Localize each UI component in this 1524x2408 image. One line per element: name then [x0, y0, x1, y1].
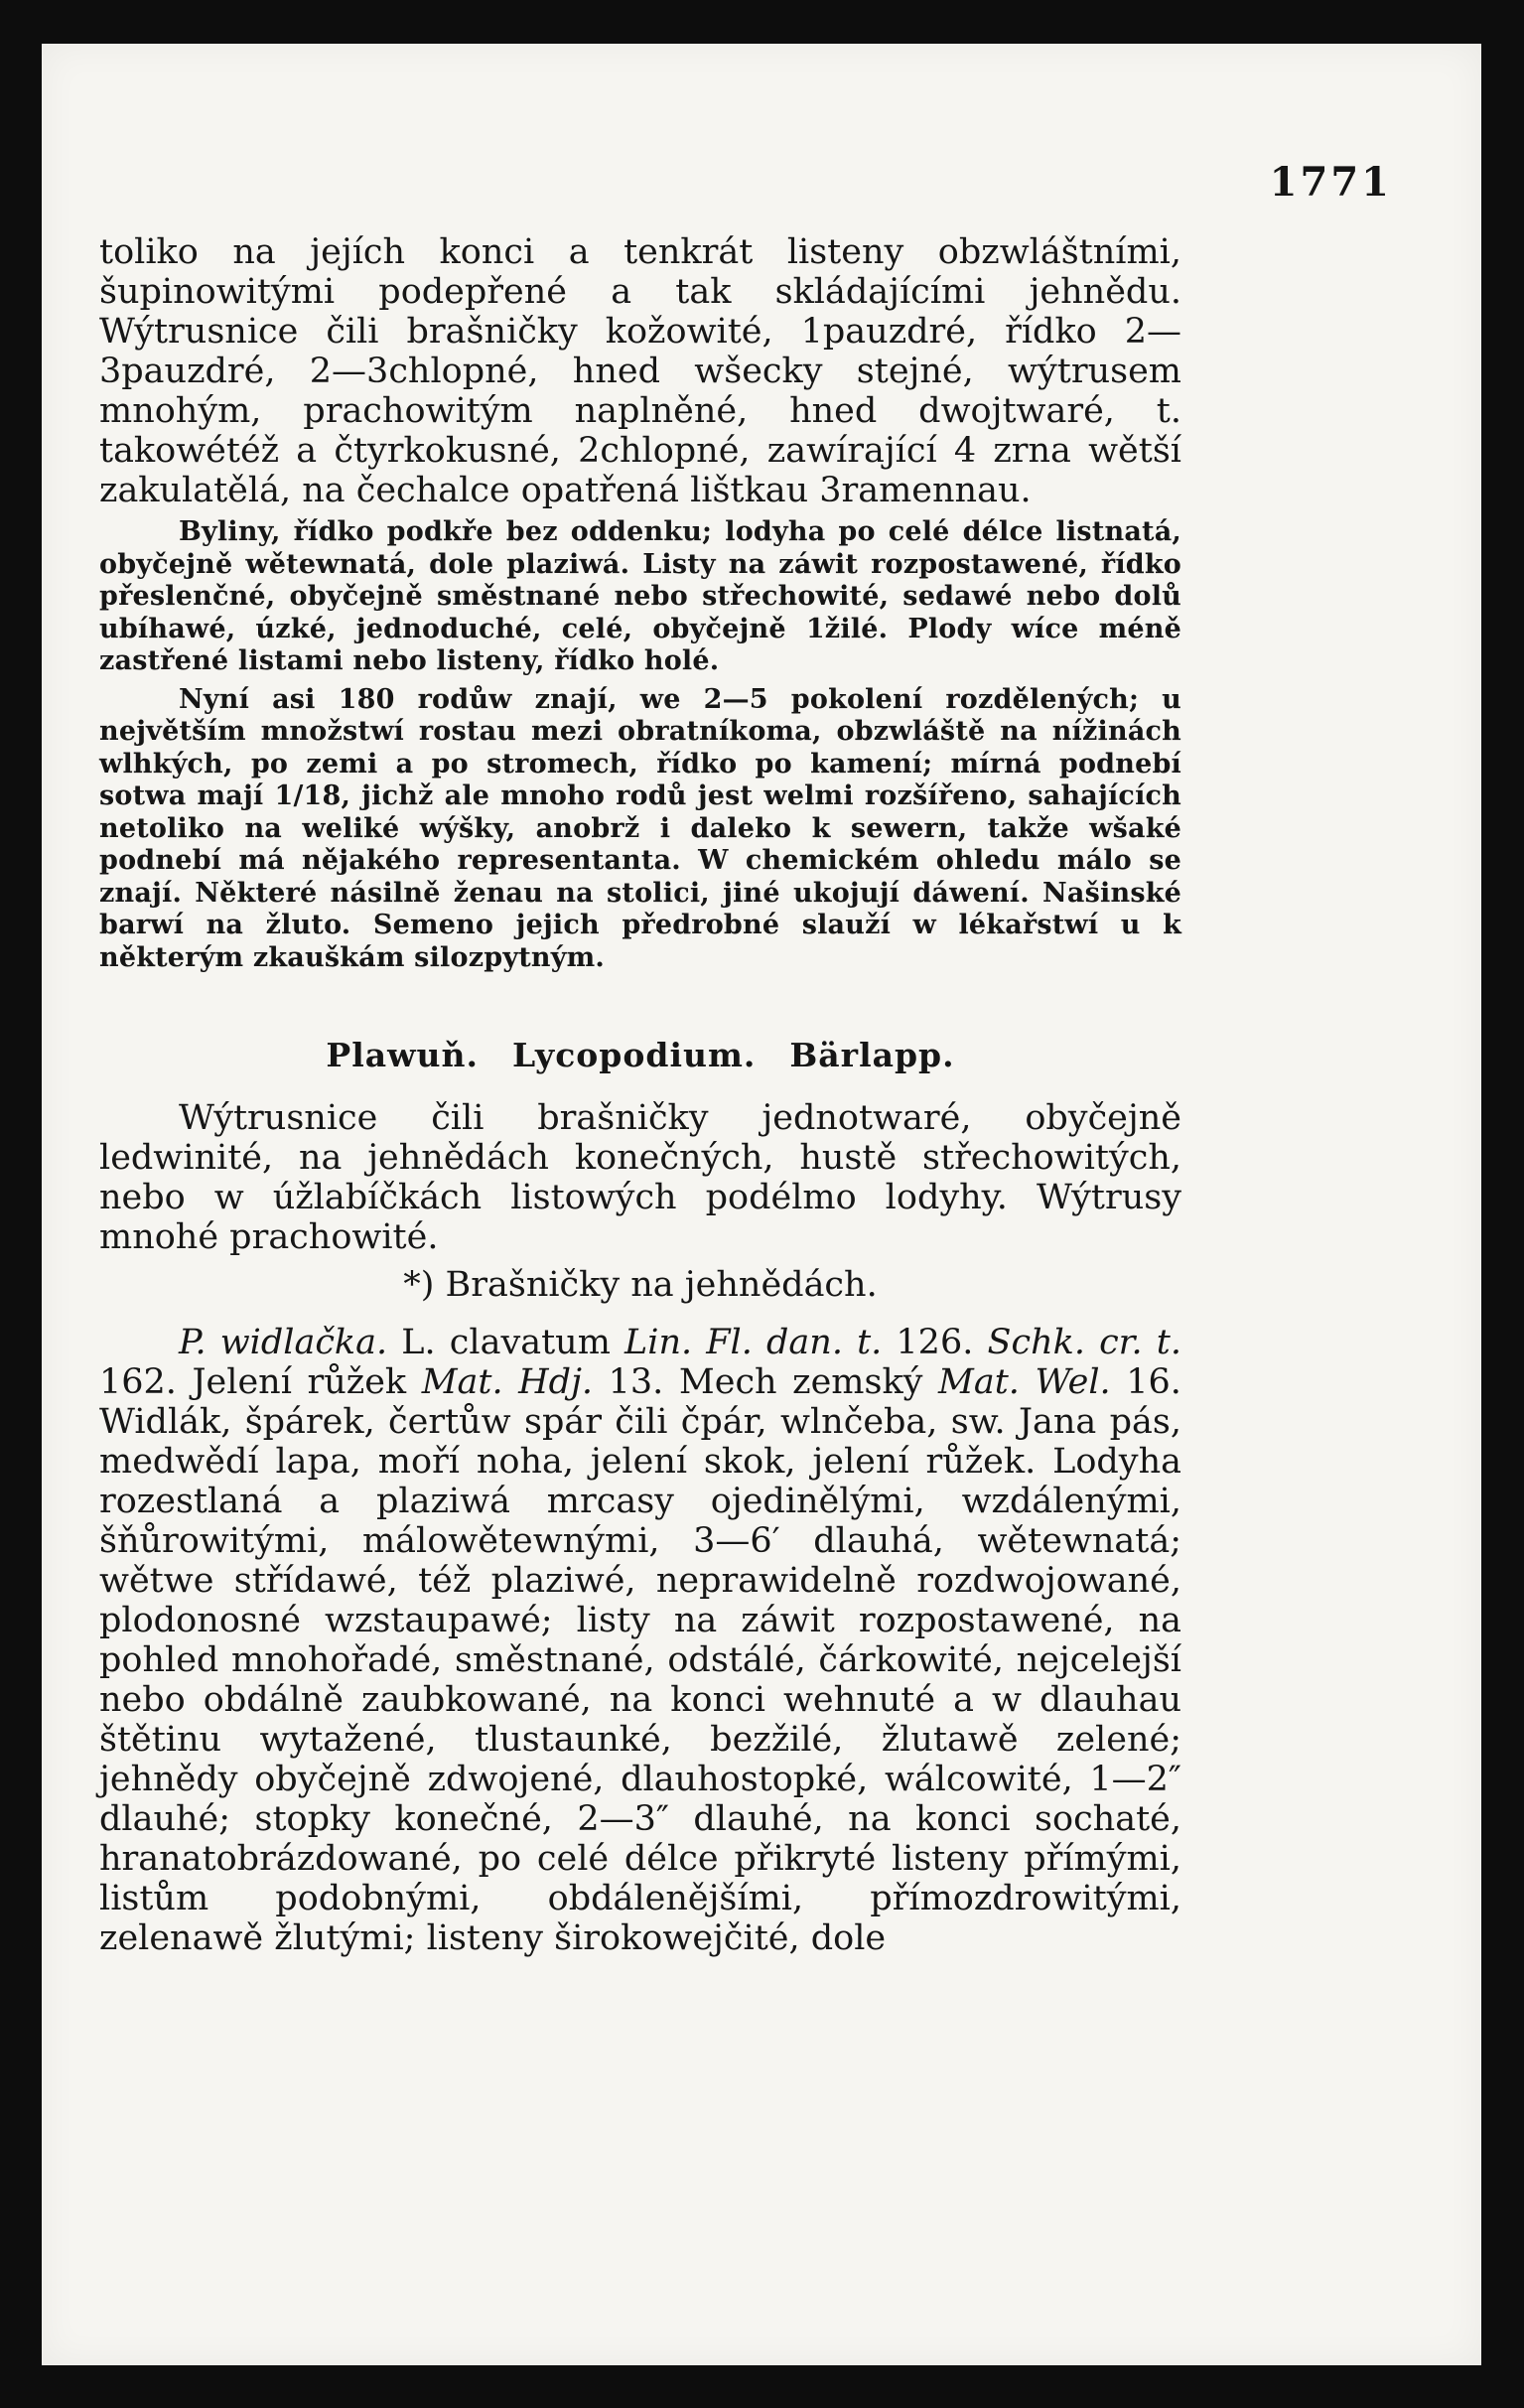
vernacular-name-2: Mech zemský	[678, 1362, 923, 1402]
page-text	[99, 232, 1181, 1964]
paragraph-family-distribution: Nyní asi 180 rodůw znají, we 2—5 pokolení rozdělených; u největším množstwí rostau mezi obratníkoma, obzwláště na nížinách wlhkých, po zemi a po stromech, řídko po kamení; mírná podnebí sotwa mají 1/18, jichž ale mnoho rodů jest welmi rozšířeno, sahajících netoliko na weliké wýšky, anobrž i daleko k sewern, takže wšaké podnebí má nějakého representanta. W chemickém ohledu málo se znají. Některé násilně ženau na stolici, jiné ukojují dáwení. Našinské barwí na žluto. Semeno jejich předrobné slauží w lékařstwí u k některým zkauškám silozpytným.	[99, 683, 1181, 973]
reference-1-source: Lin. Fl. dan. t.	[624, 1323, 883, 1362]
reference-3-number: 13.	[608, 1362, 664, 1402]
species-description: Widlák, špárek, čertůw spár čili čpár, wlnčeba, sw. Jana pás, medwědí lapa, moří noha, jelení skok, jelení růžek. Lodyha rozestlaná a plaziwá mrcasy ojedinělými, wzdálenými, šňůrowitými, málowětewnými, 3—6′ dlauhá, wětewnatá; wětwe střídawé, též plaziwé, neprawidelně rozdwojowané, plodonosné wzstaupawé; listy na záwit rozpostawené, na pohled mnohořadé, směstnané, odstálé, čárkowité, nejcelejší nebo obdálně zaubkowané, na konci wehnuté a w dlauhau štětinu wytažené, tlustaunké, bezžilé, žlutawě zelené; jehnědy obyčejně zdwojené, dlauhostopké, wálcowité, 1—2″ dlauhé; stopky konečné, 2—3″ dlauhé, na konci sochaté, hranatobrázdowané, po celé délce přikryté listeny přímými, listům podobnými, obdálenějšími, přímozdrowitými, zelenawě žlutými; listeny širokowejčité, dole	[99, 1402, 1181, 1958]
vernacular-name-1: Jelení růžek	[192, 1362, 407, 1402]
genus-heading	[99, 1036, 1181, 1074]
reference-2-number: 162.	[99, 1362, 177, 1402]
species-entry	[99, 1323, 1181, 1958]
species-synonym: clavatum	[449, 1323, 611, 1362]
reference-2-source: Schk. cr. t.	[987, 1323, 1181, 1362]
paragraph-family-description: toliko na jejích konci a tenkrát listeny obzwláštními, šupinowitými podepřené a tak skládajícími jehnědu. Wýtrusnice čili brašničky kožowité, 1pauzdré, řídko 2—3pauzdré, 2—3chlopné, hned wšecky stejné, wýtrusem mnohým, prachowitým naplněné, hned dwojtwaré, t. takowétéž a čtyrkokusné, 2chlopné, zawírající 4 zrna wětší zakulatělá, na čechalce opatřená lištkau 3ramennau.	[99, 232, 1181, 510]
species-name: P. widlačka.	[179, 1323, 388, 1362]
reference-4-number: 16.	[1126, 1362, 1181, 1402]
book-page	[42, 44, 1481, 2365]
section-subheading: *) Brašničky na jehnědách.	[403, 1265, 878, 1305]
page-number: 1771	[1269, 159, 1392, 206]
reference-4-source: Mat. Wel.	[938, 1362, 1111, 1402]
genus-german-name: Bärlapp.	[789, 1036, 955, 1074]
paragraph-family-habit: Byliny, řídko podkře bez oddenku; lodyha po celé délce listnatá, obyčejně wětewnatá, dole plaziwá. Listy na záwit rozpostawené, řídko přeslenčné, obyčejně směstnané nebo střechowité, sedawé nebo dolů ubíhawé, úzké, jednoduché, celé, obyčejně 1žilé. Plody wíce méně zastřené listami nebo listeny, řídko holé.	[99, 516, 1181, 676]
reference-3-source: Mat. Hdj.	[421, 1362, 594, 1402]
reference-1-number: 126.	[896, 1323, 974, 1362]
genus-description: Wýtrusnice čili brašničky jednotwaré, obyčejně ledwinité, na jehnědách konečných, hustě střechowitých, nebo w úžlabíčkách listowých podélmo lodyhy. Wýtrusy mnohé prachowité.	[99, 1098, 1181, 1257]
genus-latin-name: Lycopodium.	[512, 1036, 757, 1074]
genus-czech-name: Plawuň.	[326, 1036, 479, 1074]
species-author: L.	[401, 1323, 436, 1362]
